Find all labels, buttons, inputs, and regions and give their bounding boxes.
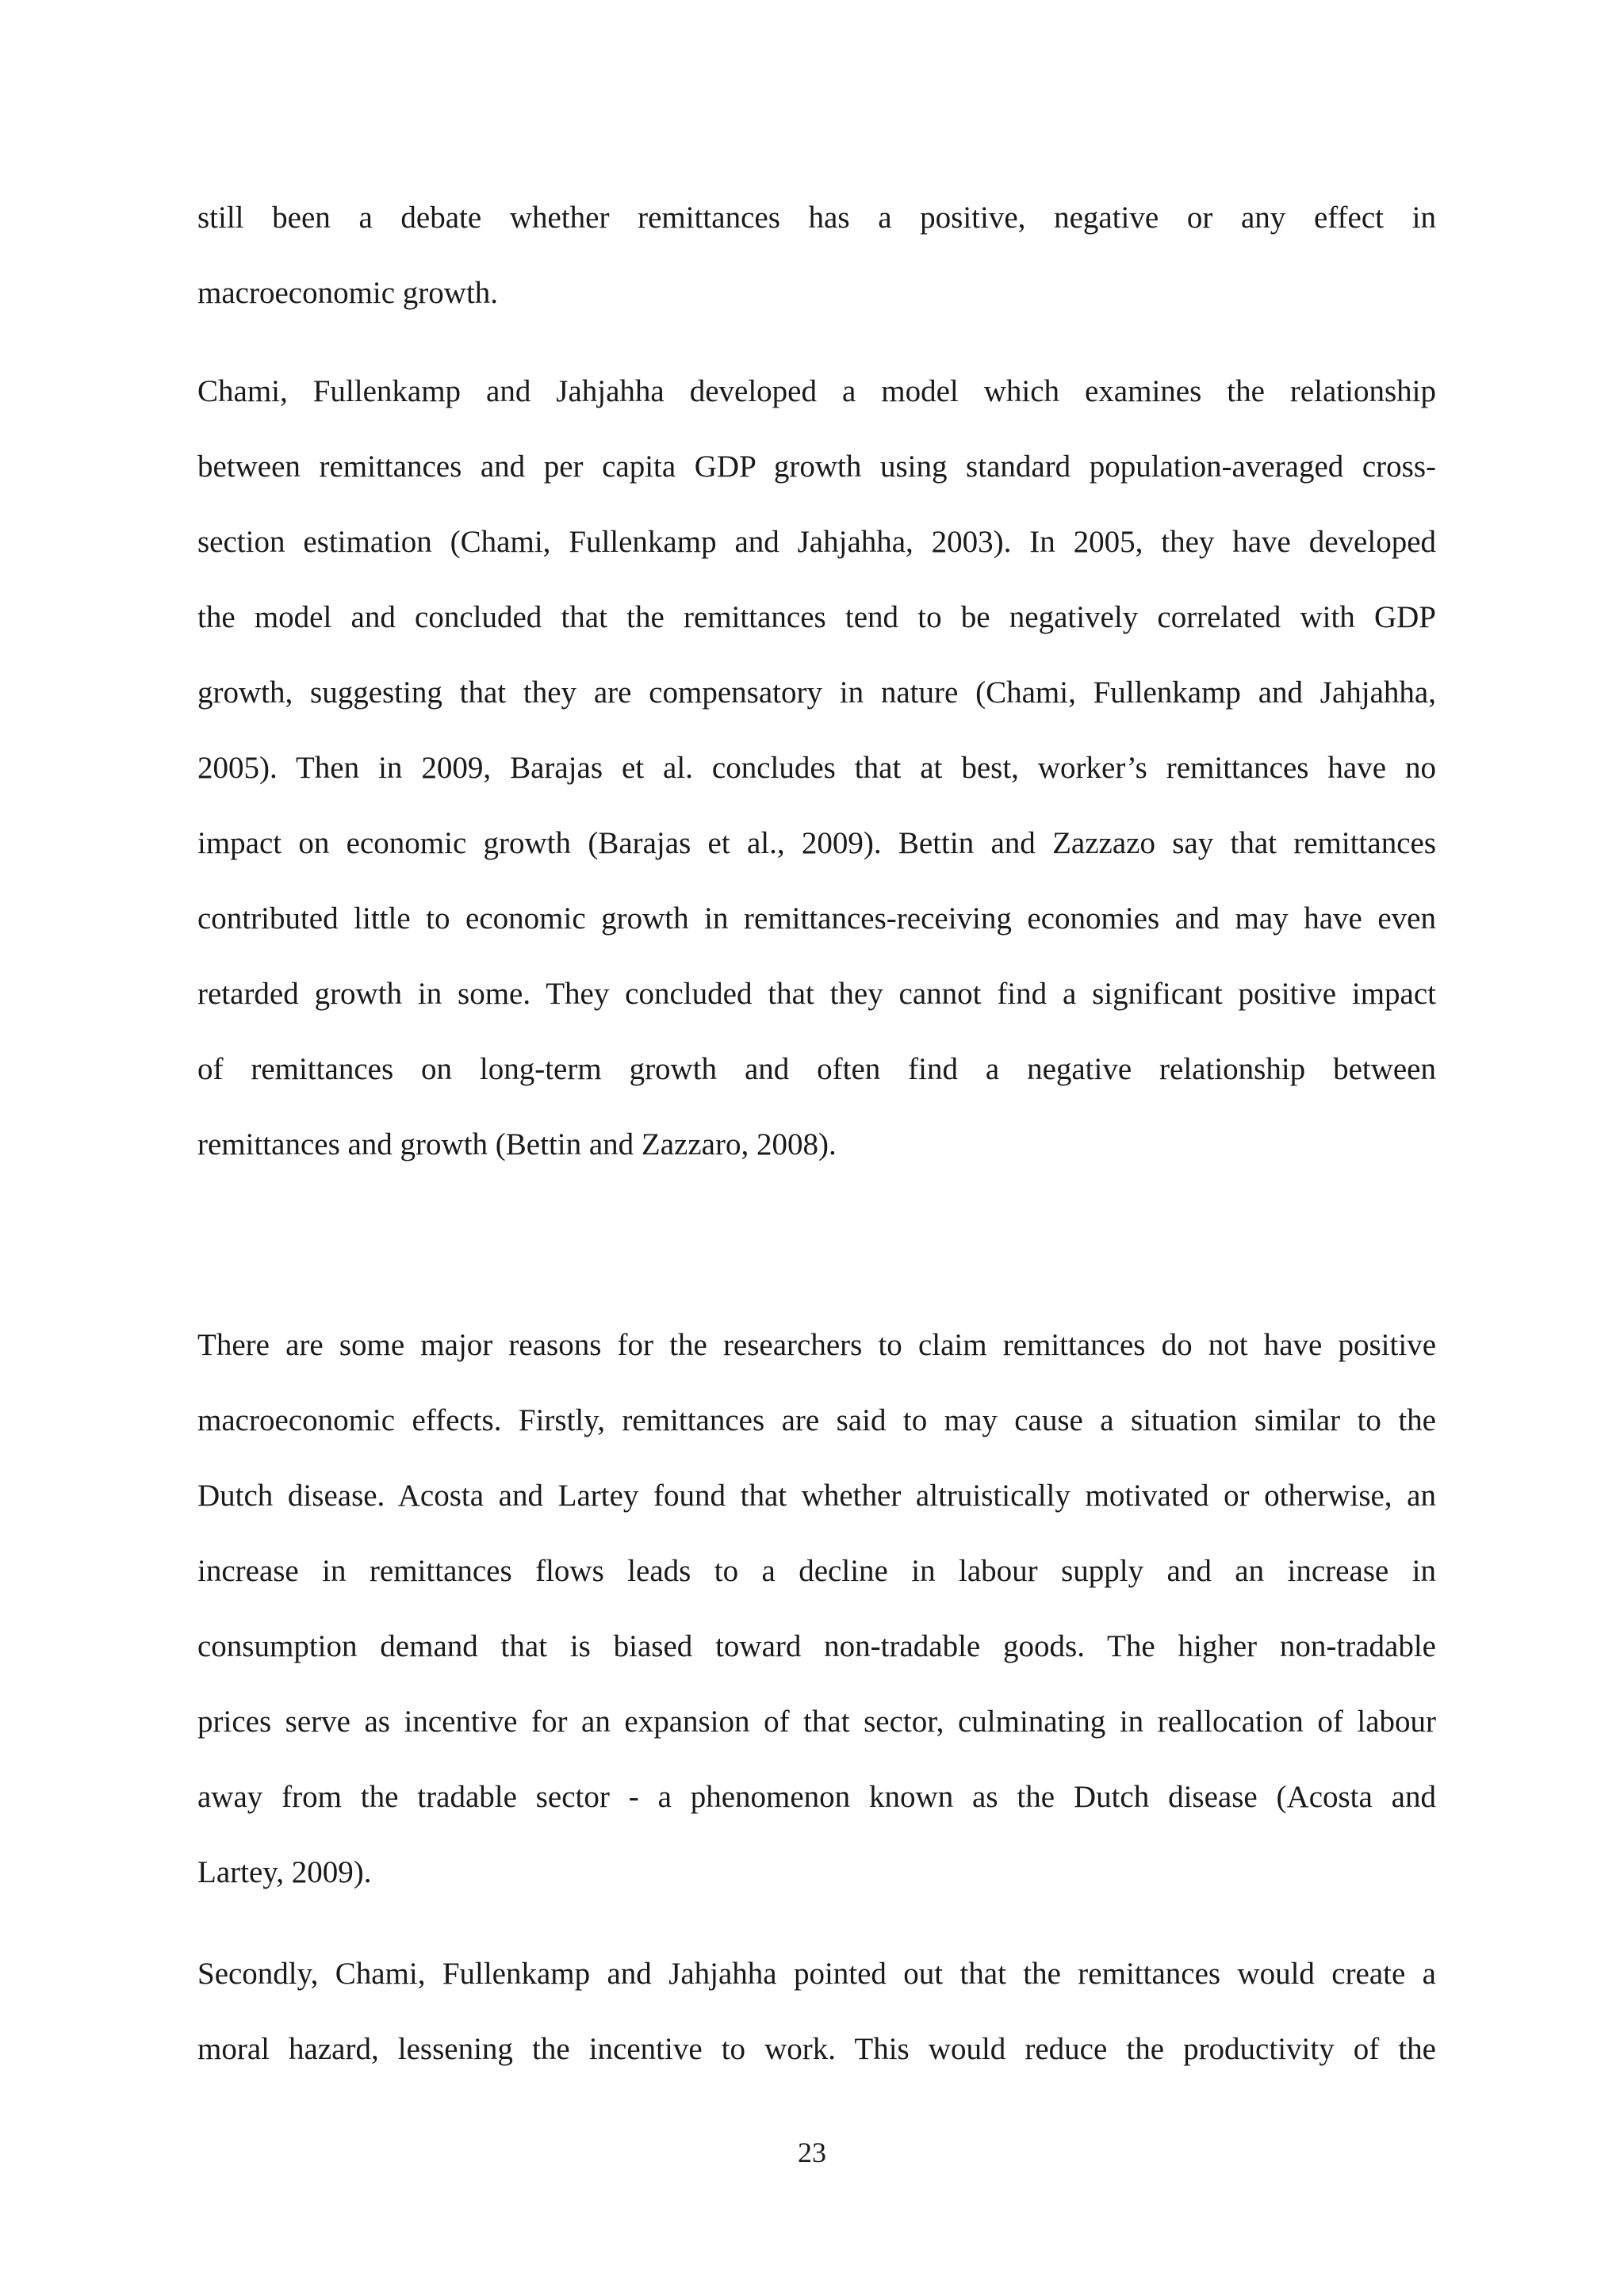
text-line: There are some major reasons for the researchers to claim remittances do not have positive: [197, 1328, 1436, 1362]
paragraph-2: [197, 354, 1436, 1182]
text-line: Lartey, 2009).: [197, 1855, 372, 1889]
text-line: of remittances on long-term growth and often find a negative relationship between: [197, 1052, 1436, 1086]
text-line: contributed little to economic growth in remittances-receiving economies and may have even: [197, 901, 1436, 936]
text-line: Chami, Fullenkamp and Jahjahha developed a model which examines the relationship: [197, 374, 1436, 408]
text-line: impact on economic growth (Barajas et al., 2009). Bettin and Zazzazo say that remittances: [197, 826, 1436, 860]
text-line: increase in remittances flows leads to a decline in labour supply and an increase in: [197, 1554, 1436, 1588]
text-line: away from the tradable sector - a phenomenon known as the Dutch disease (Acosta and: [197, 1780, 1436, 1814]
text-line: between remittances and per capita GDP growth using standard population-averaged cross-: [197, 450, 1436, 484]
text-line: macroeconomic growth.: [197, 276, 499, 310]
text-line: moral hazard, lessening the incentive to work. This would reduce the productivity of the: [197, 2032, 1436, 2066]
text-line: growth, suggesting that they are compensatory in nature (Chami, Fullenkamp and Jahjahha,: [197, 675, 1436, 710]
text-line: still been a debate whether remittances has a positive, negative or any effect in: [197, 201, 1436, 235]
text-line: the model and concluded that the remittances tend to be negatively correlated with GDP: [197, 600, 1436, 634]
text-line: 2005). Then in 2009, Barajas et al. concludes that at best, worker’s remittances have no: [197, 751, 1436, 785]
text-line: retarded growth in some. They concluded that they cannot find a significant positive impact: [197, 977, 1436, 1011]
text-line: remittances and growth (Bettin and Zazzaro, 2008).: [197, 1127, 837, 1161]
text-line: Secondly, Chami, Fullenkamp and Jahjahha pointed out that the remittances would create a: [197, 1957, 1436, 1991]
paragraph-3: [197, 1307, 1436, 1910]
page-number: 23: [798, 2137, 826, 2168]
text-line: macroeconomic effects. Firstly, remittances are said to may cause a situation similar to the: [197, 1403, 1436, 1437]
text-line: section estimation (Chami, Fullenkamp and Jahjahha, 2003). In 2005, they have developed: [197, 525, 1436, 559]
paragraph-4: [197, 1936, 1436, 2087]
text-line: prices serve as incentive for an expansion of that sector, culminating in reallocation of labour: [197, 1705, 1436, 1739]
paragraph-1: [197, 180, 1436, 331]
text-line: consumption demand that is biased toward non-tradable goods. The higher non-tradable: [197, 1629, 1436, 1663]
text-line: Dutch disease. Acosta and Lartey found that whether altruistically motivated or otherwise, an: [197, 1479, 1436, 1513]
